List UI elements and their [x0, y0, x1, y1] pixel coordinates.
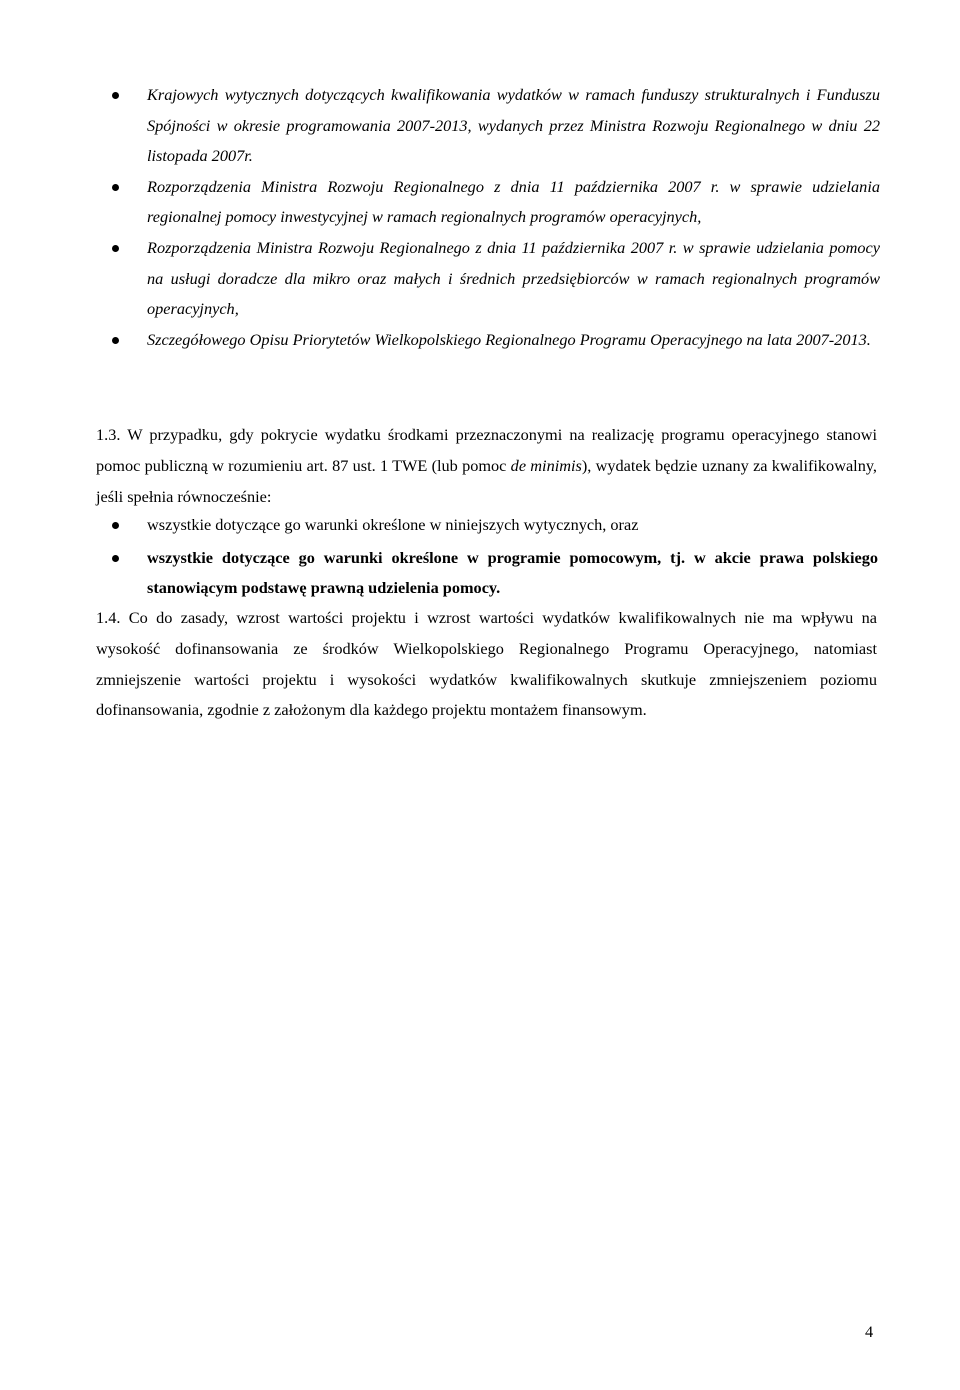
list-item: Szczegółowego Opisu Priorytetów Wielkopolskiego Regionalnego Programu Operacyjnego na lata 2007-2013. [112, 325, 880, 356]
paragraph-1-3 [96, 420, 877, 512]
list-item: wszystkie dotyczące go warunki określone w programie pomocowym, tj. w akcie prawa polskiego stanowiącym podstawę prawną udzielenia pomocy. [112, 543, 878, 604]
conditions-list [112, 510, 878, 604]
paragraph-1-4: 1.4. Co do zasady, wzrost wartości projektu i wzrost wartości wydatków kwalifikowalnych nie ma wpływu na wysokość dofinansowania ze środków Wielkopolskiego Regionalnego Programu Operacyjnego, natomiast zmniejszenie wartości projektu i wysokości wydatków kwalifikowalnych skutkuje zmniejszeniem poziomu dofinansowania, zgodnie z założonym dla każdego projektu montażem finansowym. [96, 608, 877, 720]
paragraph-italic-term: de minimis [510, 455, 582, 475]
list-item: Rozporządzenia Ministra Rozwoju Regionalnego z dnia 11 października 2007 r. w sprawie udzielania regionalnej pomocy inwestycyjnej w ramach regionalnych programów operacyjnych, [112, 172, 880, 233]
list-item: Krajowych wytycznych dotyczących kwalifikowania wydatków w ramach funduszy strukturalnych i Funduszu Spójności w okresie programowania 2007-2013, wydanych przez Ministra Rozwoju Regionalnego w dniu 22 listopada 2007r. [112, 80, 880, 172]
legal-basis-list [112, 80, 880, 355]
list-item: wszystkie dotyczące go warunki określone w niniejszych wytycznych, oraz [112, 510, 878, 541]
paragraph-text: ), wydatek będzie uznany za kwalifikowalny, jeśli spełnia równocześnie: [96, 455, 878, 506]
paragraph-text: 1.3. W przypadku, gdy pokrycie wydatku środkami przeznaczonymi na realizację programu operacyjnego stanowi pomoc publiczną w rozumieniu art. 87 ust. 1 TWE (lub pomoc [96, 425, 877, 475]
page-number: 4 [865, 1322, 874, 1341]
list-item: Rozporządzenia Ministra Rozwoju Regionalnego z dnia 11 października 2007 r. w sprawie udzielania pomocy na usługi doradcze dla mikro oraz małych i średnich przedsiębiorców w ramach regionalnych programów operacyjnych, [112, 233, 880, 325]
